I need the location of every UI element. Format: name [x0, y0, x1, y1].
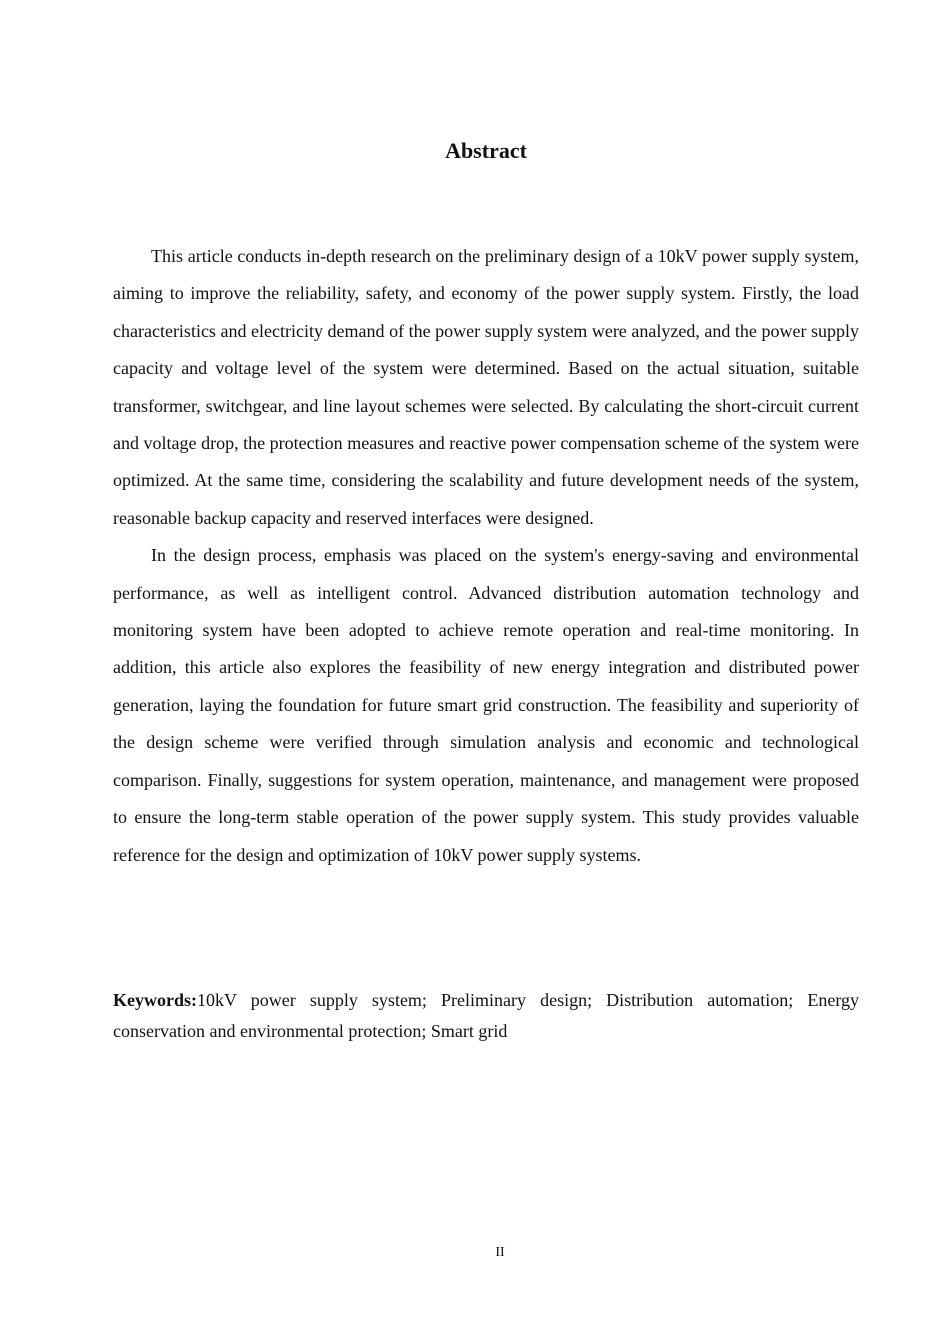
abstract-paragraph-2: In the design process, emphasis was placed on the system's energy-saving and environmental performance, as well as intelligent control. Advanced distribution automation technology and monitoring system have been adopted to achieve remote operation and real-time monitoring. In addition, this article also explores the feasibility of new energy integration and distributed power generation, laying the foundation for future smart grid construction. The feasibility and superiority of the design scheme were verified through simulation analysis and economic and technological comparison. Finally, suggestions for system operation, maintenance, and management were proposed to ensure the long-term stable operation of the power supply system. This study provides valuable reference for the design and optimization of 10kV power supply systems. — [113, 545, 859, 865]
abstract-title: Abstract — [445, 138, 527, 163]
abstract-body — [113, 238, 859, 874]
abstract-paragraph-1: This article conducts in-depth research on the preliminary design of a 10kV power supply system, aiming to improve the reliability, safety, and economy of the power supply system. Firstly, the load characteristics and electricity demand of the power supply system were analyzed, and the power supply capacity and voltage level of the system were determined. Based on the actual situation, suitable transformer, switchgear, and line layout schemes were selected. By calculating the short-circuit current and voltage drop, the protection measures and reactive power compensation scheme of the system were optimized. At the same time, considering the scalability and future development needs of the system, reasonable backup capacity and reserved interfaces were designed. — [113, 246, 859, 528]
keywords-text: 10kV power supply system; Preliminary design; Distribution automation; Energy conservation and environmental protection; Smart grid — [113, 990, 859, 1041]
keywords-label: Keywords: — [113, 990, 197, 1010]
keywords-line — [113, 985, 859, 1047]
page-number: II — [495, 1245, 505, 1260]
